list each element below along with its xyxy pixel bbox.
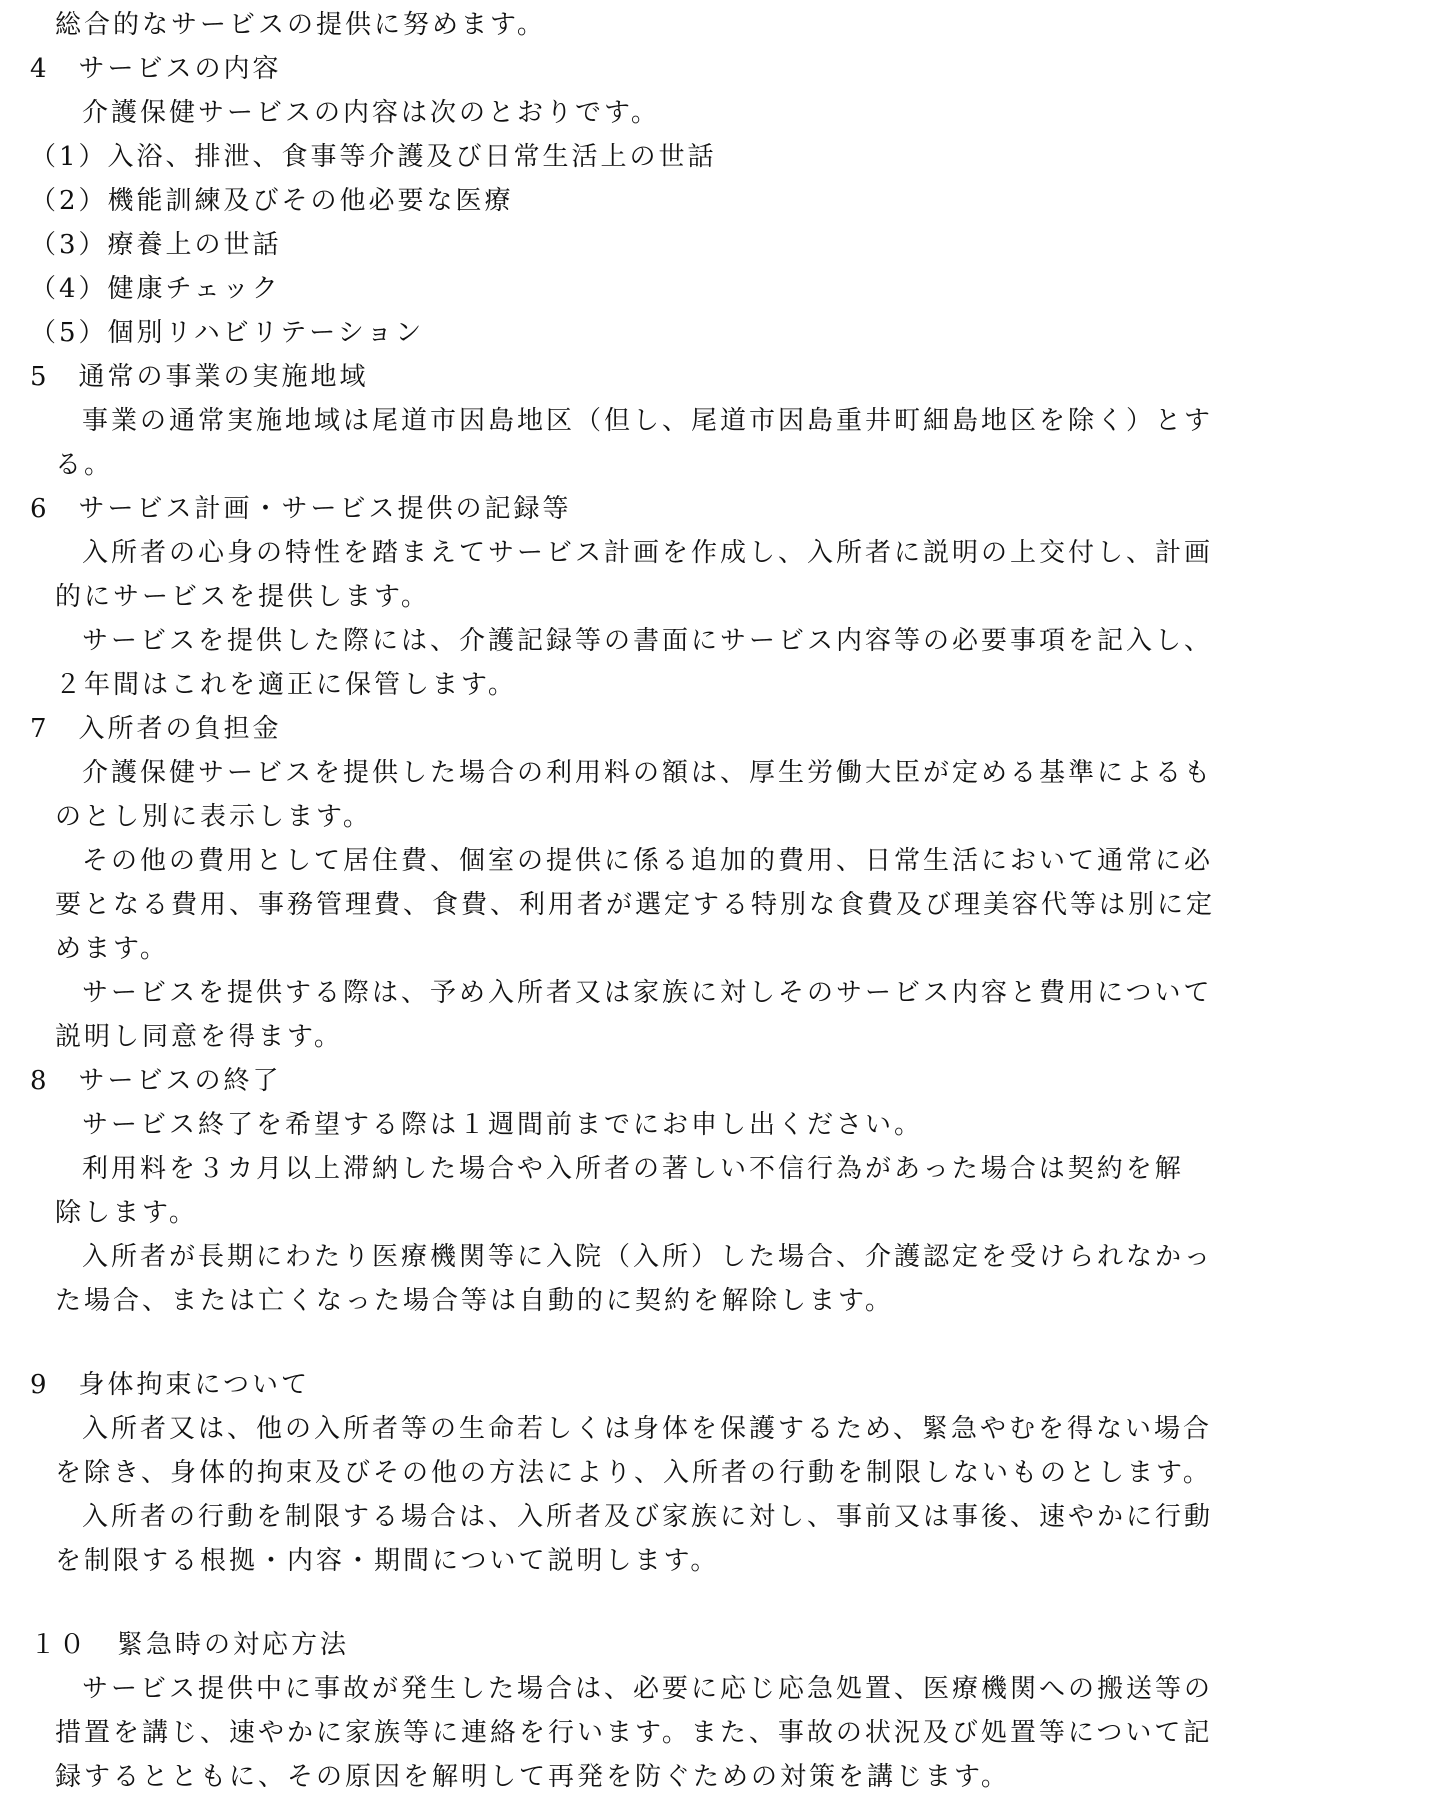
body-line: を除き、身体的拘束及びその他の方法により、入所者の行動を制限しないものとします。	[55, 1458, 1212, 1488]
list-item: （1）入浴、排泄、食事等介護及び日常生活上の世話	[30, 142, 717, 172]
body-line: 的にサービスを提供します。	[55, 582, 430, 612]
body-line: めます。	[55, 934, 169, 964]
section-heading: 4 サービスの内容	[30, 54, 282, 84]
body-line: 入所者又は、他の入所者等の生命若しくは身体を保護するため、緊急やむを得ない場合	[82, 1414, 1212, 1444]
body-line: 利用料を３カ月以上滞納した場合や入所者の著しい不信行為があった場合は契約を解	[82, 1154, 1184, 1184]
section-heading: 6 サービス計画・サービス提供の記録等	[30, 494, 572, 524]
body-line: のとし別に表示します。	[55, 802, 372, 832]
list-item: （3）療養上の世話	[30, 230, 282, 260]
section-heading: 8 サービスの終了	[30, 1066, 282, 1096]
list-item: （4）健康チェック	[30, 274, 281, 304]
body-line: 措置を講じ、速やかに家族等に連絡を行います。また、事故の状況及び処置等について記	[55, 1718, 1213, 1748]
section-heading: １０ 緊急時の対応方法	[30, 1630, 350, 1660]
body-line: 総合的なサービスの提供に努めます。	[55, 10, 546, 40]
body-line: 説明し同意を得ます。	[55, 1022, 343, 1052]
body-line: を制限する根拠・内容・期間について説明します。	[55, 1546, 720, 1576]
body-line: 要となる費用、事務管理費、食費、利用者が選定する特別な食費及び理美容代等は別に定	[55, 890, 1216, 920]
body-line: た場合、または亡くなった場合等は自動的に契約を解除します。	[55, 1286, 894, 1316]
body-line: 録するとともに、その原因を解明して再発を防ぐための対策を講じます。	[55, 1762, 1010, 1792]
body-line: サービスを提供する際は、予め入所者又は家族に対しそのサービス内容と費用について	[82, 978, 1213, 1008]
body-line: サービス終了を希望する際は１週間前までにお申し出ください。	[82, 1110, 924, 1140]
body-line: 介護保健サービスの内容は次のとおりです。	[82, 98, 660, 128]
section-heading: 9 身体拘束について	[30, 1370, 311, 1400]
body-line: 入所者の心身の特性を踏まえてサービス計画を作成し、入所者に説明の上交付し、計画	[82, 538, 1214, 568]
section-heading: 7 入所者の負担金	[30, 714, 282, 744]
body-line: その他の費用として居住費、個室の提供に係る追加的費用、日常生活において通常に必	[82, 846, 1214, 876]
body-line: る。	[55, 450, 114, 480]
body-line: 除します。	[55, 1198, 198, 1228]
body-line: サービス提供中に事故が発生した場合は、必要に応じ応急処置、医療機関への搬送等の	[82, 1674, 1214, 1704]
section-heading: 5 通常の事業の実施地域	[30, 362, 369, 392]
body-line: 事業の通常実施地域は尾道市因島地区（但し、尾道市因島重井町細島地区を除く）とす	[82, 406, 1214, 436]
body-line: サービスを提供した際には、介護記録等の書面にサービス内容等の必要事項を記入し、	[82, 626, 1214, 656]
body-line: 介護保健サービスを提供した場合の利用料の額は、厚生労働大臣が定める基準によるも	[82, 758, 1214, 788]
body-line: ２年間はこれを適正に保管します。	[55, 670, 517, 700]
body-line: 入所者の行動を制限する場合は、入所者及び家族に対し、事前又は事後、速やかに行動	[82, 1502, 1214, 1532]
list-item: （5）個別リハビリテーション	[30, 318, 425, 348]
body-line: 入所者が長期にわたり医療機関等に入院（入所）した場合、介護認定を受けられなかっ	[82, 1242, 1214, 1272]
list-item: （2）機能訓練及びその他必要な医療	[30, 186, 514, 216]
